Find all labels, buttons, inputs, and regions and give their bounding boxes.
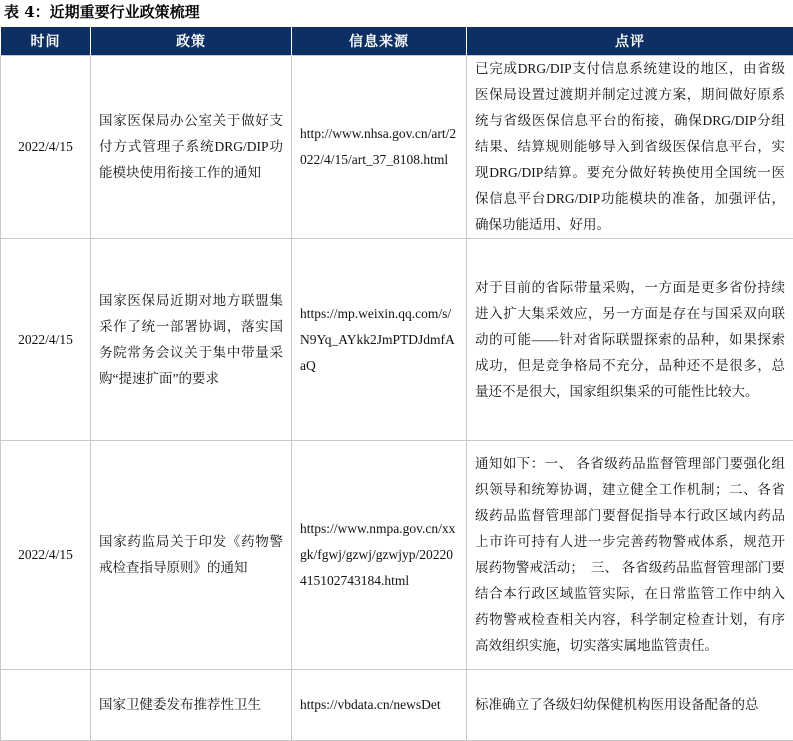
row-policy: 国家医保局近期对地方联盟集采作了统一部署协调，落实国务院常务会议关于集中带量采购“提速扩面”的要求 xyxy=(91,239,292,441)
row-comment: 标准确立了各级妇幼保健机构医用设备配备的总 xyxy=(467,670,793,741)
table-row xyxy=(1,670,793,741)
row-policy: 国家医保局办公室关于做好支付方式管理子系统DRG/DIP功能模块使用衔接工作的通知 xyxy=(91,56,292,239)
row-date: 2022/4/15 xyxy=(1,441,91,670)
row-source-link[interactable]: http://www.nhsa.gov.cn/art/2022/4/15/art_37_8108.html xyxy=(292,56,467,239)
table-row xyxy=(1,56,793,239)
row-policy: 国家卫健委发布推荐性卫生 xyxy=(91,670,292,741)
column-header-date: 时间 xyxy=(1,27,91,56)
column-header-source: 信息来源 xyxy=(292,27,467,56)
row-source-link[interactable]: https://mp.weixin.qq.com/s/N9Yq_AYkk2JmPTDJdmfAaQ xyxy=(292,239,467,441)
table-row xyxy=(1,239,793,441)
row-date xyxy=(1,670,91,741)
row-policy: 国家药监局关于印发《药物警戒检查指导原则》的通知 xyxy=(91,441,292,670)
column-header-policy: 政策 xyxy=(91,27,292,56)
table-title: 表 4：近期重要行业政策梳理 xyxy=(4,0,200,24)
row-source-link[interactable]: https://vbdata.cn/newsDet xyxy=(292,670,467,741)
policy-table xyxy=(0,27,793,741)
row-comment: 已完成DRG/DIP支付信息系统建设的地区，由省级医保局设置过渡期并制定过渡方案，期间做好原系统与省级医保信息平台的衔接，确保DRG/DIP分组结果、结算规则能够导入到省级医保信息平台，实现DRG/DIP结算。要充分做好转换使用全国统一医保信息平台DRG/DIP功能模块的准备，加强评估，确保功能适用、好用。 xyxy=(467,56,793,239)
column-header-comment: 点评 xyxy=(467,27,793,56)
row-comment: 通知如下：一、 各省级药品监督管理部门要强化组织领导和统筹协调，建立健全工作机制；二、各省级药品监督管理部门要督促指导本行政区域内药品上市许可持有人进一步完善药物警戒体系，规范开展药物警戒活动； 三、 各省级药品监督管理部门要结合本行政区域监管实际，在日常监管工作中纳入药物警戒检查相关内容，科学制定检查计划，有序高效组织实施，切实落实属地监管责任。 xyxy=(467,441,793,670)
row-source-link[interactable]: https://www.nmpa.gov.cn/xxgk/fgwj/gzwj/gzwjyp/20220415102743184.html xyxy=(292,441,467,670)
row-date: 2022/4/15 xyxy=(1,56,91,239)
table-header-row xyxy=(1,27,793,56)
row-comment: 对于目前的省际带量采购，一方面是更多省份持续进入扩大集采效应，另一方面是存在与国采双向联动的可能——针对省际联盟探索的品种，如果探索成功，但是竞争格局不充分，品种还不是很多，总量还不是很大，国家组织集采的可能性比较大。 xyxy=(467,239,793,441)
row-date: 2022/4/15 xyxy=(1,239,91,441)
table-row xyxy=(1,441,793,670)
